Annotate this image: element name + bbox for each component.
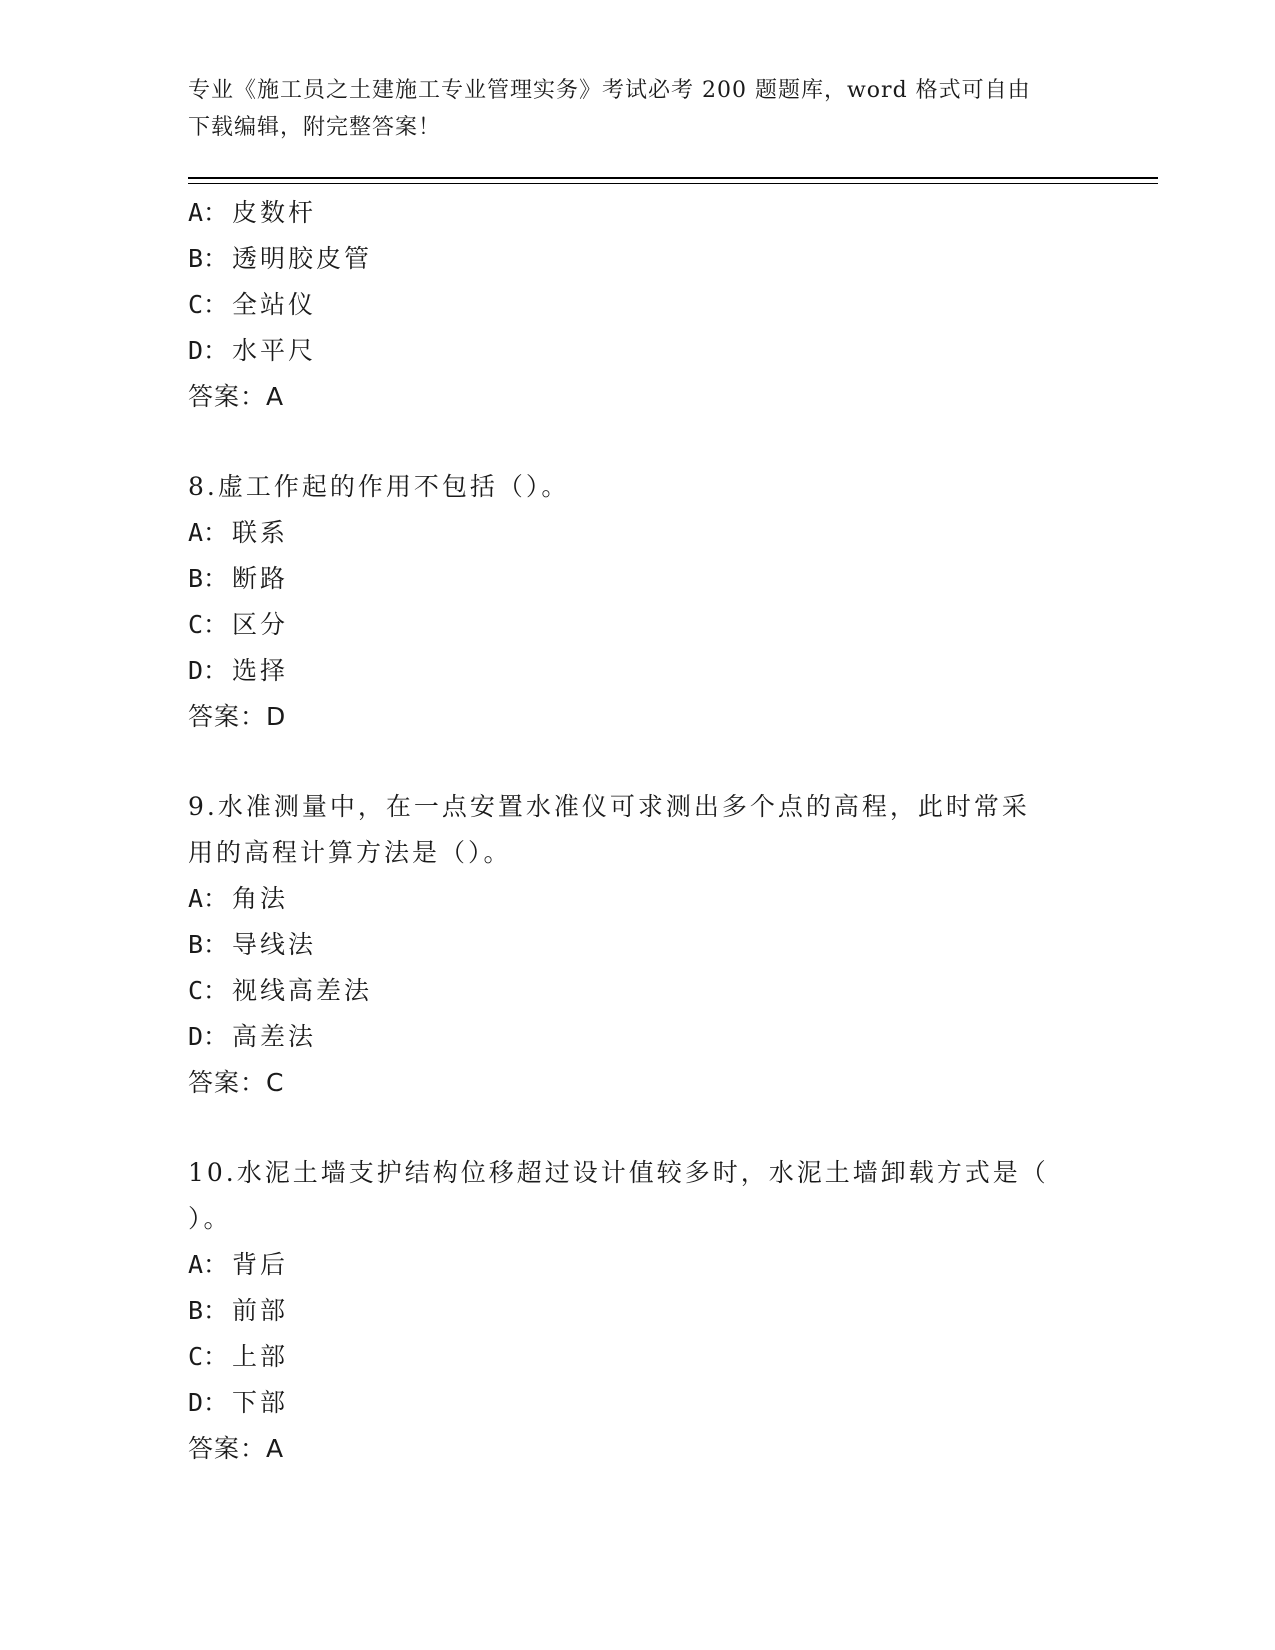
answer-line: 答案：A (188, 382, 285, 411)
option-text: 背后 (232, 1250, 289, 1279)
question-text-line-1: 9.水准测量中，在一点安置水准仪可求测出多个点的高程，此时常采 (188, 792, 1030, 821)
header-rule-thick (188, 177, 1158, 179)
option-text: 角法 (232, 884, 289, 913)
option-a (188, 1242, 1088, 1288)
option-text: 下部 (232, 1388, 289, 1417)
option-text: 透明胶皮管 (232, 244, 373, 273)
option-letter: C： (188, 976, 229, 1005)
option-letter: D： (188, 336, 229, 365)
option-letter: D： (188, 1388, 229, 1417)
option-a (188, 190, 1088, 236)
answer-line: 答案：C (188, 1068, 285, 1097)
question-9 (188, 784, 1088, 1106)
header-line-2: 下载编辑，附完整答案！ (188, 115, 442, 140)
option-letter: C： (188, 290, 229, 319)
option-letter: A： (188, 198, 229, 227)
option-letter: A： (188, 884, 229, 913)
option-letter: C： (188, 610, 229, 639)
question-10 (188, 1150, 1088, 1472)
option-d (188, 1380, 1088, 1426)
option-b (188, 1288, 1088, 1334)
option-text: 水平尺 (232, 336, 317, 365)
option-text: 全站仪 (232, 290, 317, 319)
question-text-line-1: 10.水泥土墙支护结构位移超过设计值较多时，水泥土墙卸载方式是（ (188, 1158, 1049, 1187)
option-letter: B： (188, 1296, 229, 1325)
option-b (188, 922, 1088, 968)
option-a (188, 876, 1088, 922)
option-text: 联系 (232, 518, 289, 547)
option-letter: D： (188, 656, 229, 685)
option-d (188, 328, 1088, 374)
option-b (188, 236, 1088, 282)
header-line-1: 专业《施工员之土建施工专业管理实务》考试必考 200 题题库，word 格式可自由 (188, 78, 1031, 103)
option-text: 前部 (232, 1296, 289, 1325)
option-b (188, 556, 1088, 602)
option-c (188, 282, 1088, 328)
option-letter: B： (188, 564, 229, 593)
option-d (188, 648, 1088, 694)
option-text: 区分 (232, 610, 289, 639)
option-letter: A： (188, 1250, 229, 1279)
option-text: 视线高差法 (232, 976, 373, 1005)
question-7 (188, 190, 1088, 420)
answer-line: 答案：D (188, 702, 287, 731)
option-c (188, 968, 1088, 1014)
question-8 (188, 464, 1088, 740)
question-text: 8.虚工作起的作用不包括（）。 (188, 472, 570, 501)
answer-line: 答案：A (188, 1434, 285, 1463)
question-text-line-2: ）。 (188, 1204, 232, 1233)
header-rule-thin (188, 183, 1158, 184)
option-letter: B： (188, 244, 229, 273)
option-letter: B： (188, 930, 229, 959)
option-text: 上部 (232, 1342, 289, 1371)
option-text: 导线法 (232, 930, 317, 959)
option-letter: C： (188, 1342, 229, 1371)
question-text-line-2: 用的高程计算方法是（）。 (188, 838, 512, 867)
option-c (188, 1334, 1088, 1380)
option-letter: A： (188, 518, 229, 547)
option-text: 皮数杆 (232, 198, 317, 227)
option-letter: D： (188, 1022, 229, 1051)
question-list (188, 190, 1088, 1472)
option-a (188, 510, 1088, 556)
option-d (188, 1014, 1088, 1060)
option-text: 高差法 (232, 1022, 317, 1051)
option-text: 断路 (232, 564, 289, 593)
document-header (188, 72, 1088, 146)
option-text: 选择 (232, 656, 289, 685)
option-c (188, 602, 1088, 648)
